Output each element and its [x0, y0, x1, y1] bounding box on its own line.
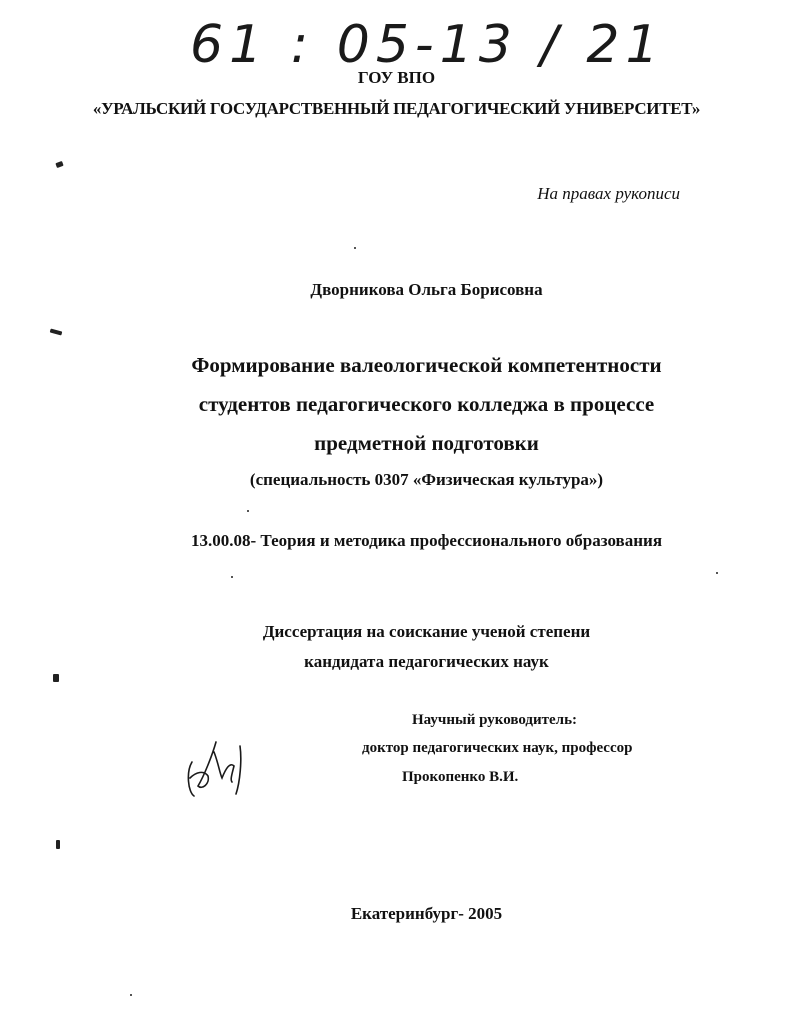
university-name: «УРАЛЬСКИЙ ГОСУДАРСТВЕННЫЙ ПЕДАГОГИЧЕСКИЙ УНИВЕРСИТЕТ» [92, 99, 701, 118]
scan-speckle [716, 572, 718, 574]
signature [182, 732, 262, 804]
supervisor-label: Научный руководитель: [412, 712, 577, 728]
dissertation-title-line-3: предметной подготовки [314, 431, 539, 455]
dissertation-title-line-1: Формирование валеологической компетентности [191, 353, 662, 377]
city-year: Екатеринбург- 2005 [350, 904, 503, 923]
scan-mark [56, 840, 60, 849]
handwritten-code-text: 61 : 05-13 / 21 [190, 15, 660, 72]
scan-speckle [354, 247, 356, 249]
manuscript-note: На правах рукописи [537, 184, 680, 203]
specialty-code: 13.00.08- Теория и методика профессионального образования [190, 531, 663, 550]
signature-drawing [182, 732, 262, 804]
scan-speckle [130, 994, 132, 996]
scan-mark [55, 161, 63, 168]
scan-mark [50, 329, 63, 336]
degree-line-1: Диссертация на соискание ученой степени [262, 622, 591, 641]
scan-mark [53, 674, 59, 682]
dissertation-title-line-2: студентов педагогического колледжа в процессе [198, 392, 655, 416]
supervisor-degree: доктор педагогических наук, профессор [362, 740, 633, 756]
organization-prefix: ГОУ ВПО [357, 68, 436, 87]
specialty-note: (специальность 0307 «Физическая культура») [249, 470, 604, 489]
degree-line-2: кандидата педагогических наук [304, 652, 549, 671]
handwritten-archive-code [190, 12, 660, 72]
scan-speckle [247, 510, 249, 512]
author-name: Дворникова Ольга Борисовна [310, 280, 543, 299]
supervisor-name: Прокопенко В.И. [402, 769, 519, 785]
scan-speckle [231, 576, 233, 578]
handwritten-code-drawing [190, 12, 660, 72]
